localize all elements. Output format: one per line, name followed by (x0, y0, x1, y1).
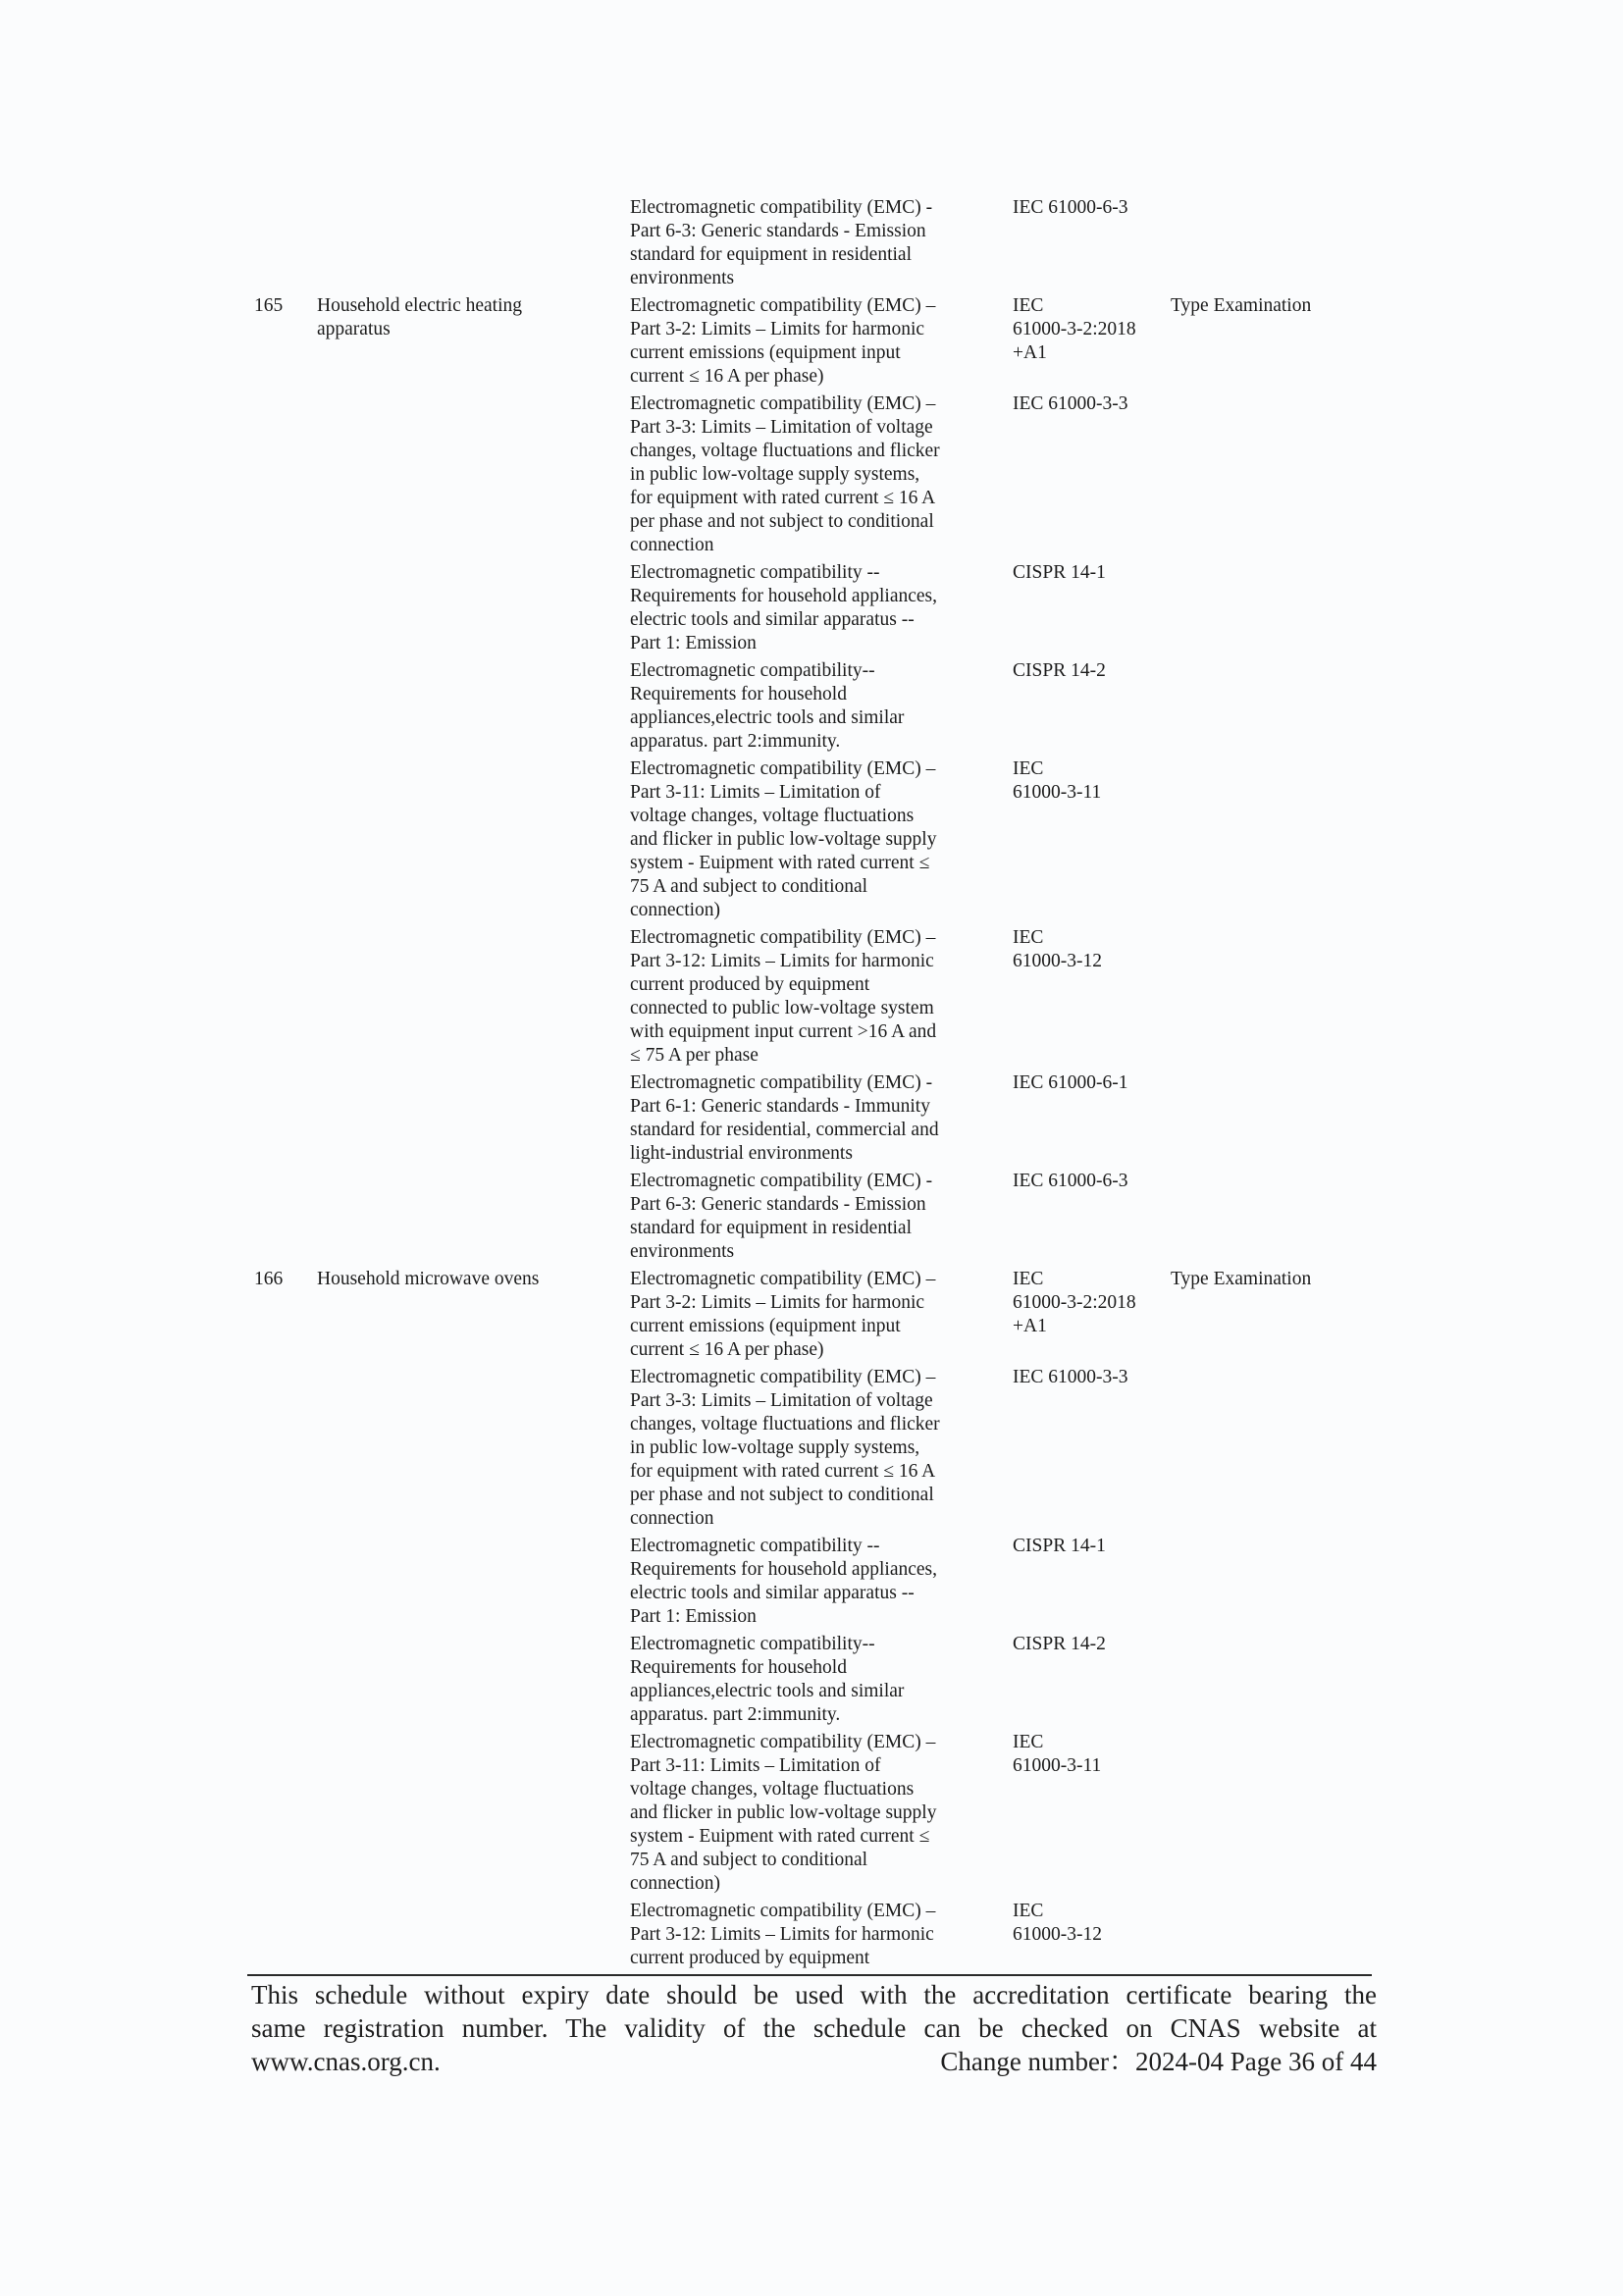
standard-title: Electromagnetic compatibility (EMC) – Part 3-2: Limits – Limits for harmonic current emissions (equipment input current ≤ 16 A per phase) (630, 1269, 936, 1360)
standard-code: IEC 61000-6-1 (1013, 1072, 1128, 1093)
standard-title: Electromagnetic compatibility (EMC) – Part 3-12: Limits – Limits for harmonic current produced by equipment connected to public low-voltage system with equipment input current >16 A and ≤ 75 A per phase (630, 927, 937, 1066)
change-number-page: Change number：2024-04 Page 36 of 44 (940, 2047, 1377, 2076)
standard-code: CISPR 14-1 (1013, 562, 1106, 583)
standard-code: CISPR 14-1 (1013, 1536, 1106, 1556)
standard-code: IEC 61000-6-3 (1013, 197, 1128, 218)
standard-code: IEC 61000-3-3 (1013, 1367, 1128, 1387)
standard-title: Electromagnetic compatibility (EMC) - Part 6-3: Generic standards - Emission standard for equipment in residential environments (630, 197, 933, 288)
footer-line-3 (251, 2045, 1377, 2078)
remark: Type Examination (1171, 295, 1312, 316)
standard-code: IEC 61000-3-11 (1013, 758, 1102, 803)
standard-code: IEC 61000-3-11 (1013, 1732, 1102, 1776)
standard-title: Electromagnetic compatibility (EMC) – Part 3-3: Limits – Limitation of voltage changes, voltage fluctuations and flicker in public low-voltage supply systems, for equipment with rated current ≤ 16 A per phase and not subject to conditional connection (630, 1367, 940, 1529)
standard-title: Electromagnetic compatibility (EMC) – Part 3-3: Limits – Limitation of voltage changes, voltage fluctuations and flicker in public low-voltage supply systems, for equipment with rated current ≤ 16 A per phase and not subject to conditional connection (630, 393, 940, 555)
footer-divider (247, 1974, 1372, 1976)
product-name: Household microwave ovens (317, 1269, 540, 1289)
standard-title: Electromagnetic compatibility (EMC) – Part 3-11: Limits – Limitation of voltage changes, voltage fluctuations and flicker in public low-voltage supply system - Euipment with rated current ≤ 75 A and subject to conditional connection) (630, 758, 937, 920)
standard-title: Electromagnetic compatibility -- Requirements for household appliances, electric tools and similar apparatus -- Part 1: Emission (630, 562, 937, 653)
row-number: 165 (254, 295, 284, 316)
standard-title: Electromagnetic compatibility (EMC) - Part 6-1: Generic standards - Immunity standard for residential, commercial and light-industrial environments (630, 1072, 939, 1164)
standard-title: Electromagnetic compatibility (EMC) – Part 3-11: Limits – Limitation of voltage changes, voltage fluctuations and flicker in public low-voltage supply system - Euipment with rated current ≤ 75 A and subject to conditional connection) (630, 1732, 937, 1894)
row-number: 166 (254, 1269, 284, 1289)
product-name: Household electric heating apparatus (317, 295, 523, 339)
standard-code: IEC 61000-3-2:2018 +A1 (1013, 295, 1136, 363)
standard-code: IEC 61000-3-3 (1013, 393, 1128, 414)
footer-line-1: This schedule without expiry date should be used with the accreditation certificate bearing the (251, 1980, 1377, 2009)
cnas-website-link[interactable]: www.cnas.org.cn. (251, 2047, 441, 2076)
footer-line-2: same registration number. The validity of the schedule can be checked on CNAS website at (251, 2013, 1377, 2043)
standard-title: Electromagnetic compatibility -- Requirements for household appliances, electric tools and similar apparatus -- Part 1: Emission (630, 1536, 937, 1627)
standard-title: Electromagnetic compatibility (EMC) – Part 3-12: Limits – Limits for harmonic current produced by equipment (630, 1901, 936, 1968)
standard-title: Electromagnetic compatibility (EMC) - Part 6-3: Generic standards - Emission standard for equipment in residential environments (630, 1171, 933, 1262)
standard-code: CISPR 14-2 (1013, 1634, 1106, 1654)
standard-title: Electromagnetic compatibility-- Requirements for household appliances,electric tools and similar apparatus. part 2:immunity. (630, 660, 905, 752)
standard-code: IEC 61000-6-3 (1013, 1171, 1128, 1191)
standard-code: IEC 61000-3-12 (1013, 1901, 1102, 1945)
remark: Type Examination (1171, 1269, 1312, 1289)
standard-code: IEC 61000-3-2:2018 +A1 (1013, 1269, 1136, 1336)
standard-code: IEC 61000-3-12 (1013, 927, 1102, 971)
standard-title: Electromagnetic compatibility-- Requirements for household appliances,electric tools and similar apparatus. part 2:immunity. (630, 1634, 905, 1725)
standard-code: CISPR 14-2 (1013, 660, 1106, 681)
standard-title: Electromagnetic compatibility (EMC) – Part 3-2: Limits – Limits for harmonic current emissions (equipment input current ≤ 16 A per phase) (630, 295, 936, 387)
